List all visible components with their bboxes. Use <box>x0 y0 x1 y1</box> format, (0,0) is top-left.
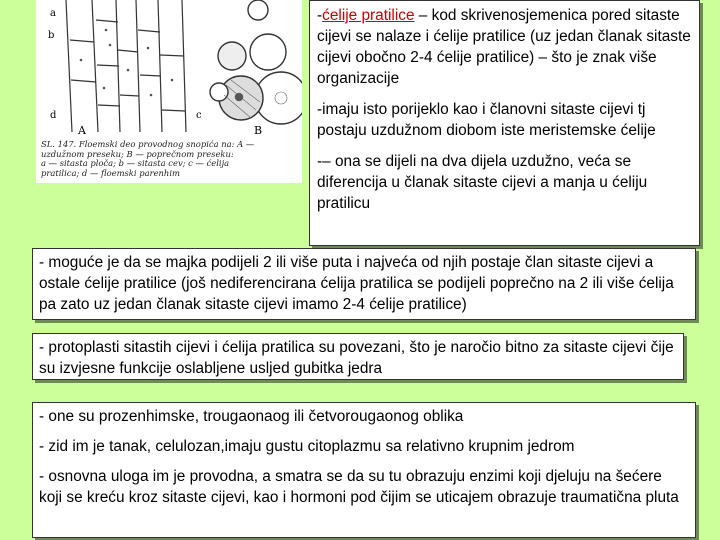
caption-line: SL. 147. Floemski deo provodnog snopića na: A — <box>41 139 255 149</box>
label-B: B <box>254 124 263 137</box>
label-A: A <box>78 124 86 137</box>
caption-line: pratilica; d — floemski parenhim <box>41 167 180 178</box>
shape-text: - one su prozenhimske, trougaonaog ili četvorougaonog oblika <box>39 408 464 425</box>
caption-line: uzdužnom preseku; B — poprečnom preseku: <box>41 148 234 159</box>
caption-line: a — sitasta ploča; b — sitasta cev; c — ćelija <box>41 158 230 169</box>
division-paragraph: -– ona se dijeli na dva dijela uzdužno, veća se diferencija u članak sitaste cijevi a manja u ćeliju pratilicu <box>317 153 648 212</box>
wall-text: - zid im je tanak, celulozan,imaju gustu citoplazmu sa relativno krupnim jedrom <box>39 438 575 455</box>
label-b: b <box>48 30 55 41</box>
figure-caption <box>41 140 296 178</box>
label-a: a <box>50 8 56 19</box>
function-text: - osnovna uloga im je provodna, a smatra se da su tu obrazuju enzimi koji djeluju na šećere koji se kreću kroz sitaste cijevi, kao i hormoni pod čijim se uticajem obrazuje traumatična pluta <box>39 468 679 506</box>
division-text: - moguće je da se majka podijeli 2 ili više puta i najveća od njih postaje član sitaste cijevi a ostale ćelije pratilice (još nediferencirana ćelija pratilica se podijeli poprečno na 2 ili više ćelija pa zato uz jedan članak sitaste cijevi imamo 2-4 ćelije pratilice) <box>39 254 674 313</box>
origin-paragraph: -imaju isto porijeklo kao i članovni sitaste cijevi tj postaju uzdužnom diobom iste meristemske ćelije <box>317 101 656 139</box>
dash: - <box>317 7 323 24</box>
companion-cells-box <box>309 0 700 246</box>
protoplast-connection-box <box>32 333 684 380</box>
cross-section <box>210 0 302 124</box>
mother-cell-division-box <box>32 248 696 320</box>
protoplast-text: - protoplasti sitastih cijevi i ćelija pratilica su povezani, što je naročio bitno za sitaste cijevi čije su izvjesne funkcije oslabljene usljed gubitka jedra <box>39 339 674 377</box>
label-c: c <box>196 110 202 121</box>
definition-text: – kod skrivenosjemenica pored sitaste cijevi se nalaze i ćelije pratilice (uz jedan članak sitaste cijevi obočno 2-4 ćelije pratilice) – što je znak više organizacije <box>317 7 691 87</box>
definition-paragraph <box>317 5 692 89</box>
term-title: ćelije pratilice <box>322 7 415 24</box>
label-d: d <box>50 110 57 121</box>
longitudinal-section <box>66 0 186 132</box>
characteristics-box <box>32 402 696 538</box>
phloem-figure <box>36 0 302 183</box>
